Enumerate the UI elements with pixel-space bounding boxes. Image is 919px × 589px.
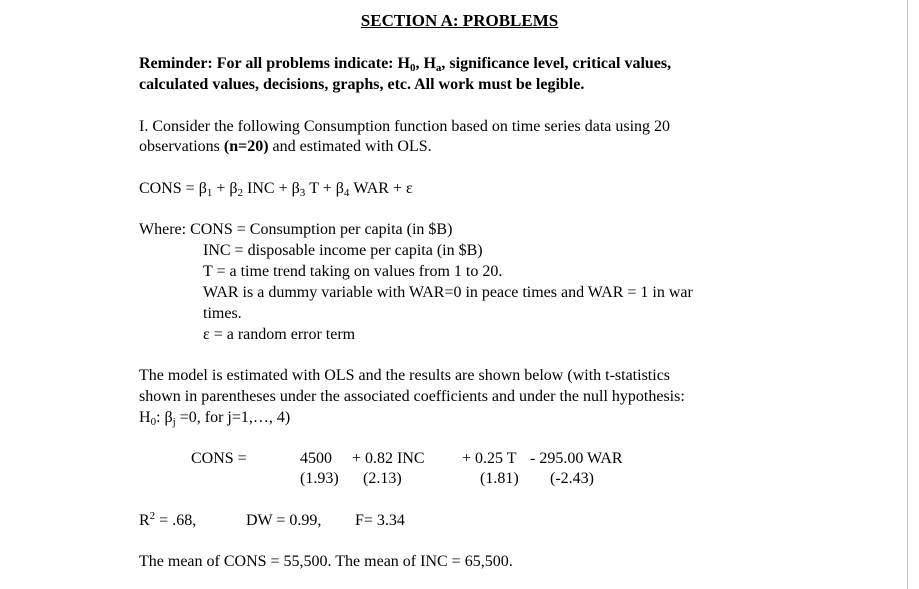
estimation-line-2: shown in parentheses under the associated coefficients and under the null hypothesis: [139, 388, 685, 405]
reminder-line-2: calculated values, decisions, graphs, etc. All work must be legible. [139, 76, 585, 93]
section-title: SECTION A: PROBLEMS [360, 11, 559, 30]
reminder-line-1: Reminder: For all problems indicate: $H_0$, $H_a$, significance level, critical values, [139, 55, 672, 74]
means-line: The mean of CONS = 55,500. The mean of INC = 65,500. [139, 553, 513, 570]
result-lhs: CONS = [191, 450, 247, 467]
t-stat-inc: (2.13) [363, 470, 402, 487]
t-stat-intercept: (1.93) [300, 470, 339, 487]
r-squared: $R^2 = .68$, [139, 510, 197, 529]
durbin-watson: DW = 0.99, [246, 512, 322, 529]
where-line-5: times. [203, 305, 242, 322]
estimation-line-1: The model is estimated with OLS and the results are shown below (with t-statistics [139, 367, 671, 384]
result-inc-term: + 0.82 INC [352, 450, 425, 467]
intro-line-1: I. Consider the following Consumption function based on time series data using 20 [139, 118, 671, 135]
f-statistic: F= 3.34 [355, 512, 405, 529]
model-equation: CONS = $\beta_1 + \beta_2$ INC + $\beta_3$ $T + \beta_4$ WAR + ε [139, 180, 413, 199]
where-line-4: WAR is a dummy variable with WAR=0 in peace times and WAR = 1 in war [203, 284, 693, 301]
result-t-term: + 0.25 T [462, 450, 517, 467]
where-line-1: Where: CONS = Consumption per capita (in $B) [139, 221, 453, 238]
where-line-2: INC = disposable income per capita (in $B) [203, 242, 483, 259]
t-stat-t: (1.81) [480, 470, 519, 487]
page-edge [907, 0, 908, 589]
result-intercept: 4500 [300, 450, 332, 467]
where-line-3: T = a time trend taking on values from 1 to 20. [203, 263, 503, 280]
result-war-term: - 295.00 WAR [530, 450, 623, 467]
where-line-6: ε = a random error term [203, 326, 356, 343]
estimation-line-3: $H_0$: $\beta_j =0$, for j=1,…, 4) [139, 409, 291, 428]
intro-line-2: observations (n=20) and estimated with OLS. [139, 138, 432, 155]
t-stat-war: (-2.43) [550, 470, 594, 487]
